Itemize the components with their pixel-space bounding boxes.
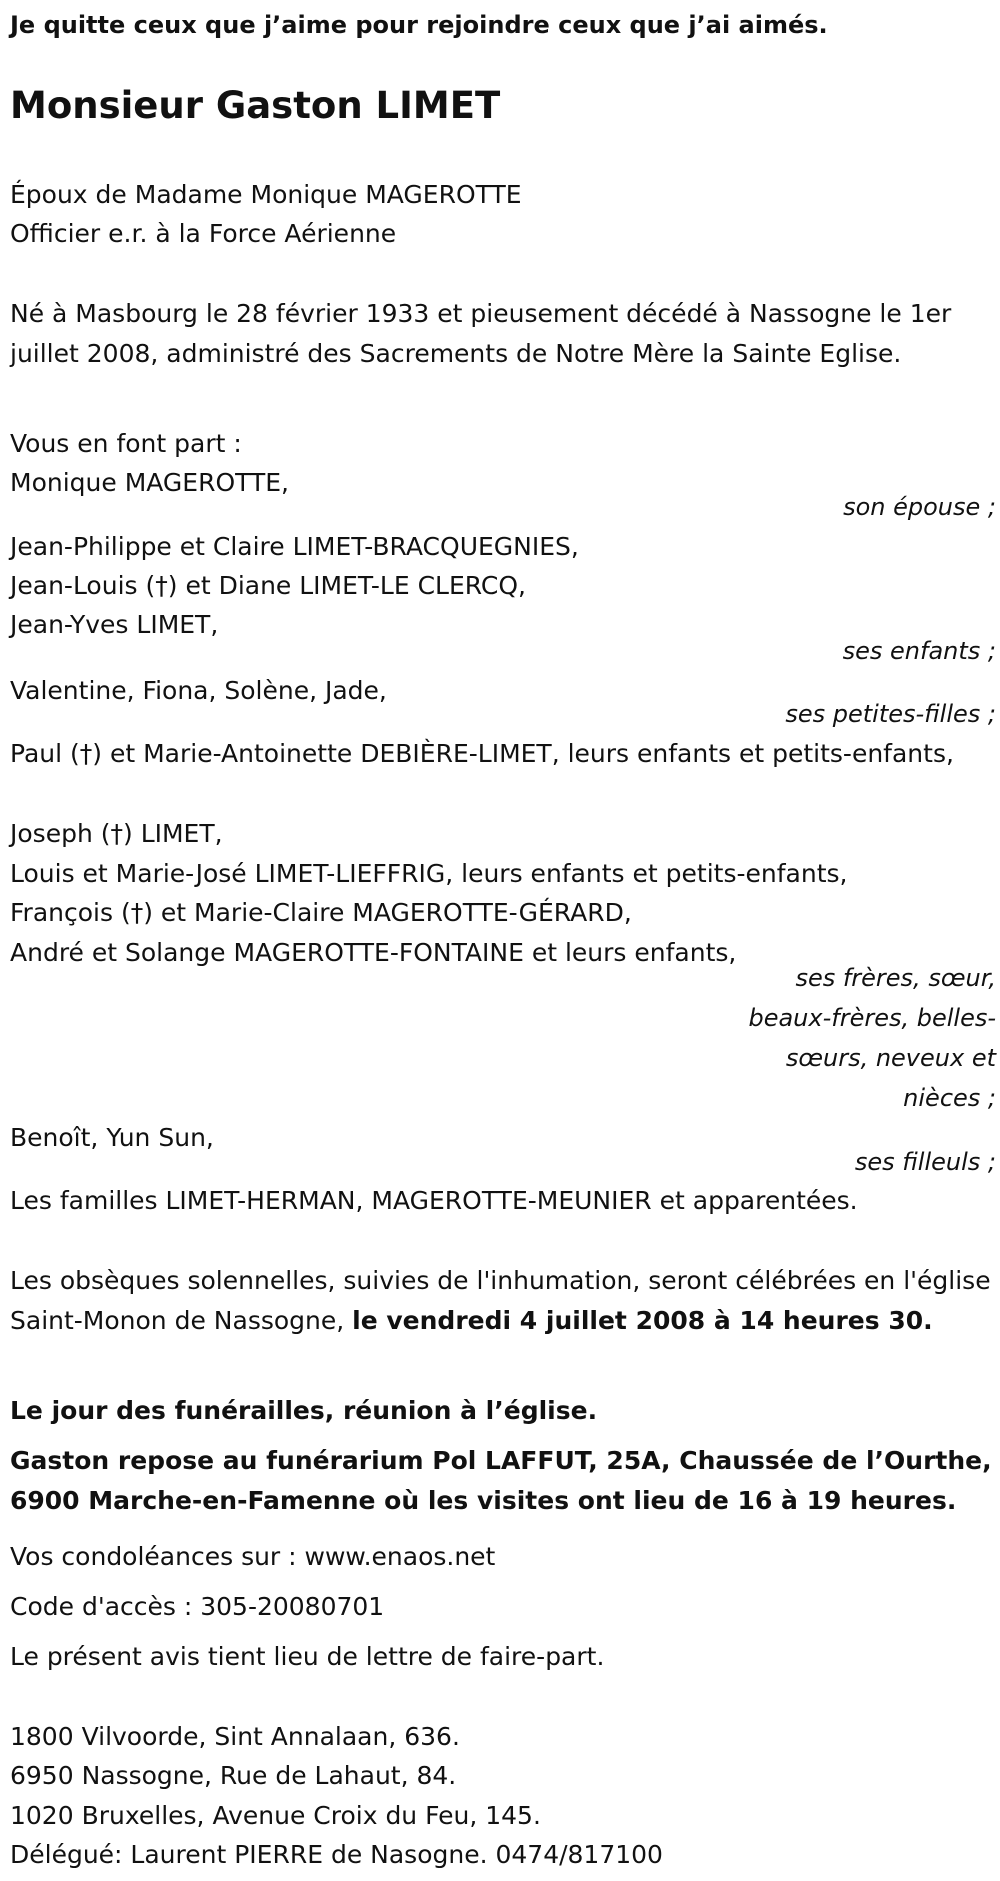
wife-role: son épouse ; — [843, 493, 996, 521]
condolences-line: Vos condoléances sur : www.enaos.net — [10, 1542, 496, 1571]
deceased-name: Monsieur Gaston LIMET — [10, 84, 501, 127]
announce-line: Vous en font part : — [10, 429, 242, 458]
address-line: 1800 Vilvoorde, Sint Annalaan, 636. — [10, 1722, 460, 1751]
sibling-line-5: André et Solange MAGEROTTE-FONTAINE et leurs enfants, — [10, 938, 737, 967]
wife-line: Monique MAGEROTTE, — [10, 468, 289, 497]
funeral-date: le vendredi 4 juillet 2008 à 14 heures 30. — [352, 1306, 933, 1335]
sibling-line-4: François (†) et Marie-Claire MAGEROTTE-GÉRARD, — [10, 898, 632, 927]
spouse-line: Époux de Madame Monique MAGEROTTE — [10, 180, 522, 209]
address-line: 6950 Nassogne, Rue de Lahaut, 84. — [10, 1761, 457, 1790]
notice-line: Le présent avis tient lieu de lettre de faire-part. — [10, 1642, 605, 1671]
delegate-line: Délégué: Laurent PIERRE de Nasogne. 0474/817100 — [10, 1840, 663, 1869]
birth-death-paragraph: Né à Masbourg le 28 février 1933 et pieusement décédé à Nassogne le 1er juillet 2008, administré des Sacrements de Notre Mère la Sainte Eglise. — [10, 299, 952, 368]
godchildren-role: ses filleuls ; — [854, 1148, 996, 1176]
grandchildren-role: ses petites-filles ; — [785, 700, 996, 728]
child-line-1: Jean-Philippe et Claire LIMET-BRACQUEGNIES, — [10, 532, 579, 561]
funeral-text: Les obsèques solennelles, suivies de l'inhumation, seront célébrées en l'église Saint-Monon de Nassogne, — [10, 1266, 991, 1335]
siblings-role: ses frères, sœur, beaux-frères, belles-sœurs, neveux et nièces ; — [748, 964, 996, 1112]
sibling-line-3: Louis et Marie-José LIMET-LIEFFRIG, leurs enfants et petits-enfants, — [10, 859, 848, 888]
godchildren-line: Benoît, Yun Sun, — [10, 1123, 214, 1152]
funeral-paragraph — [10, 1261, 995, 1341]
child-line-2: Jean-Louis (†) et Diane LIMET-LE CLERCQ, — [10, 571, 526, 600]
child-line-3: Jean-Yves LIMET, — [10, 610, 219, 639]
sibling-line-1: Paul (†) et Marie-Antoinette DEBIÈRE-LIMET, leurs enfants et petits-enfants, — [10, 739, 954, 768]
sibling-line-2: Joseph (†) LIMET, — [10, 819, 223, 848]
occupation-line: Officier e.r. à la Force Aérienne — [10, 219, 397, 248]
funerarium-paragraph: Gaston repose au funérarium Pol LAFFUT, 25A, Chaussée de l’Ourthe, 6900 Marche-en-Famenne où les visites ont lieu de 16 à 19 heures. — [10, 1446, 992, 1515]
children-role: ses enfants ; — [842, 637, 996, 665]
address-line: 1020 Bruxelles, Avenue Croix du Feu, 145. — [10, 1801, 541, 1830]
funeral-meeting: Le jour des funérailles, réunion à l’église. — [10, 1396, 598, 1425]
epitaph-quote: Je quitte ceux que j’aime pour rejoindre ceux que j’ai aimés. — [10, 11, 828, 39]
access-code-line: Code d'accès : 305-20080701 — [10, 1592, 385, 1621]
grandchildren-line: Valentine, Fiona, Solène, Jade, — [10, 676, 387, 705]
families-line: Les familles LIMET-HERMAN, MAGEROTTE-MEUNIER et apparentées. — [10, 1186, 858, 1215]
